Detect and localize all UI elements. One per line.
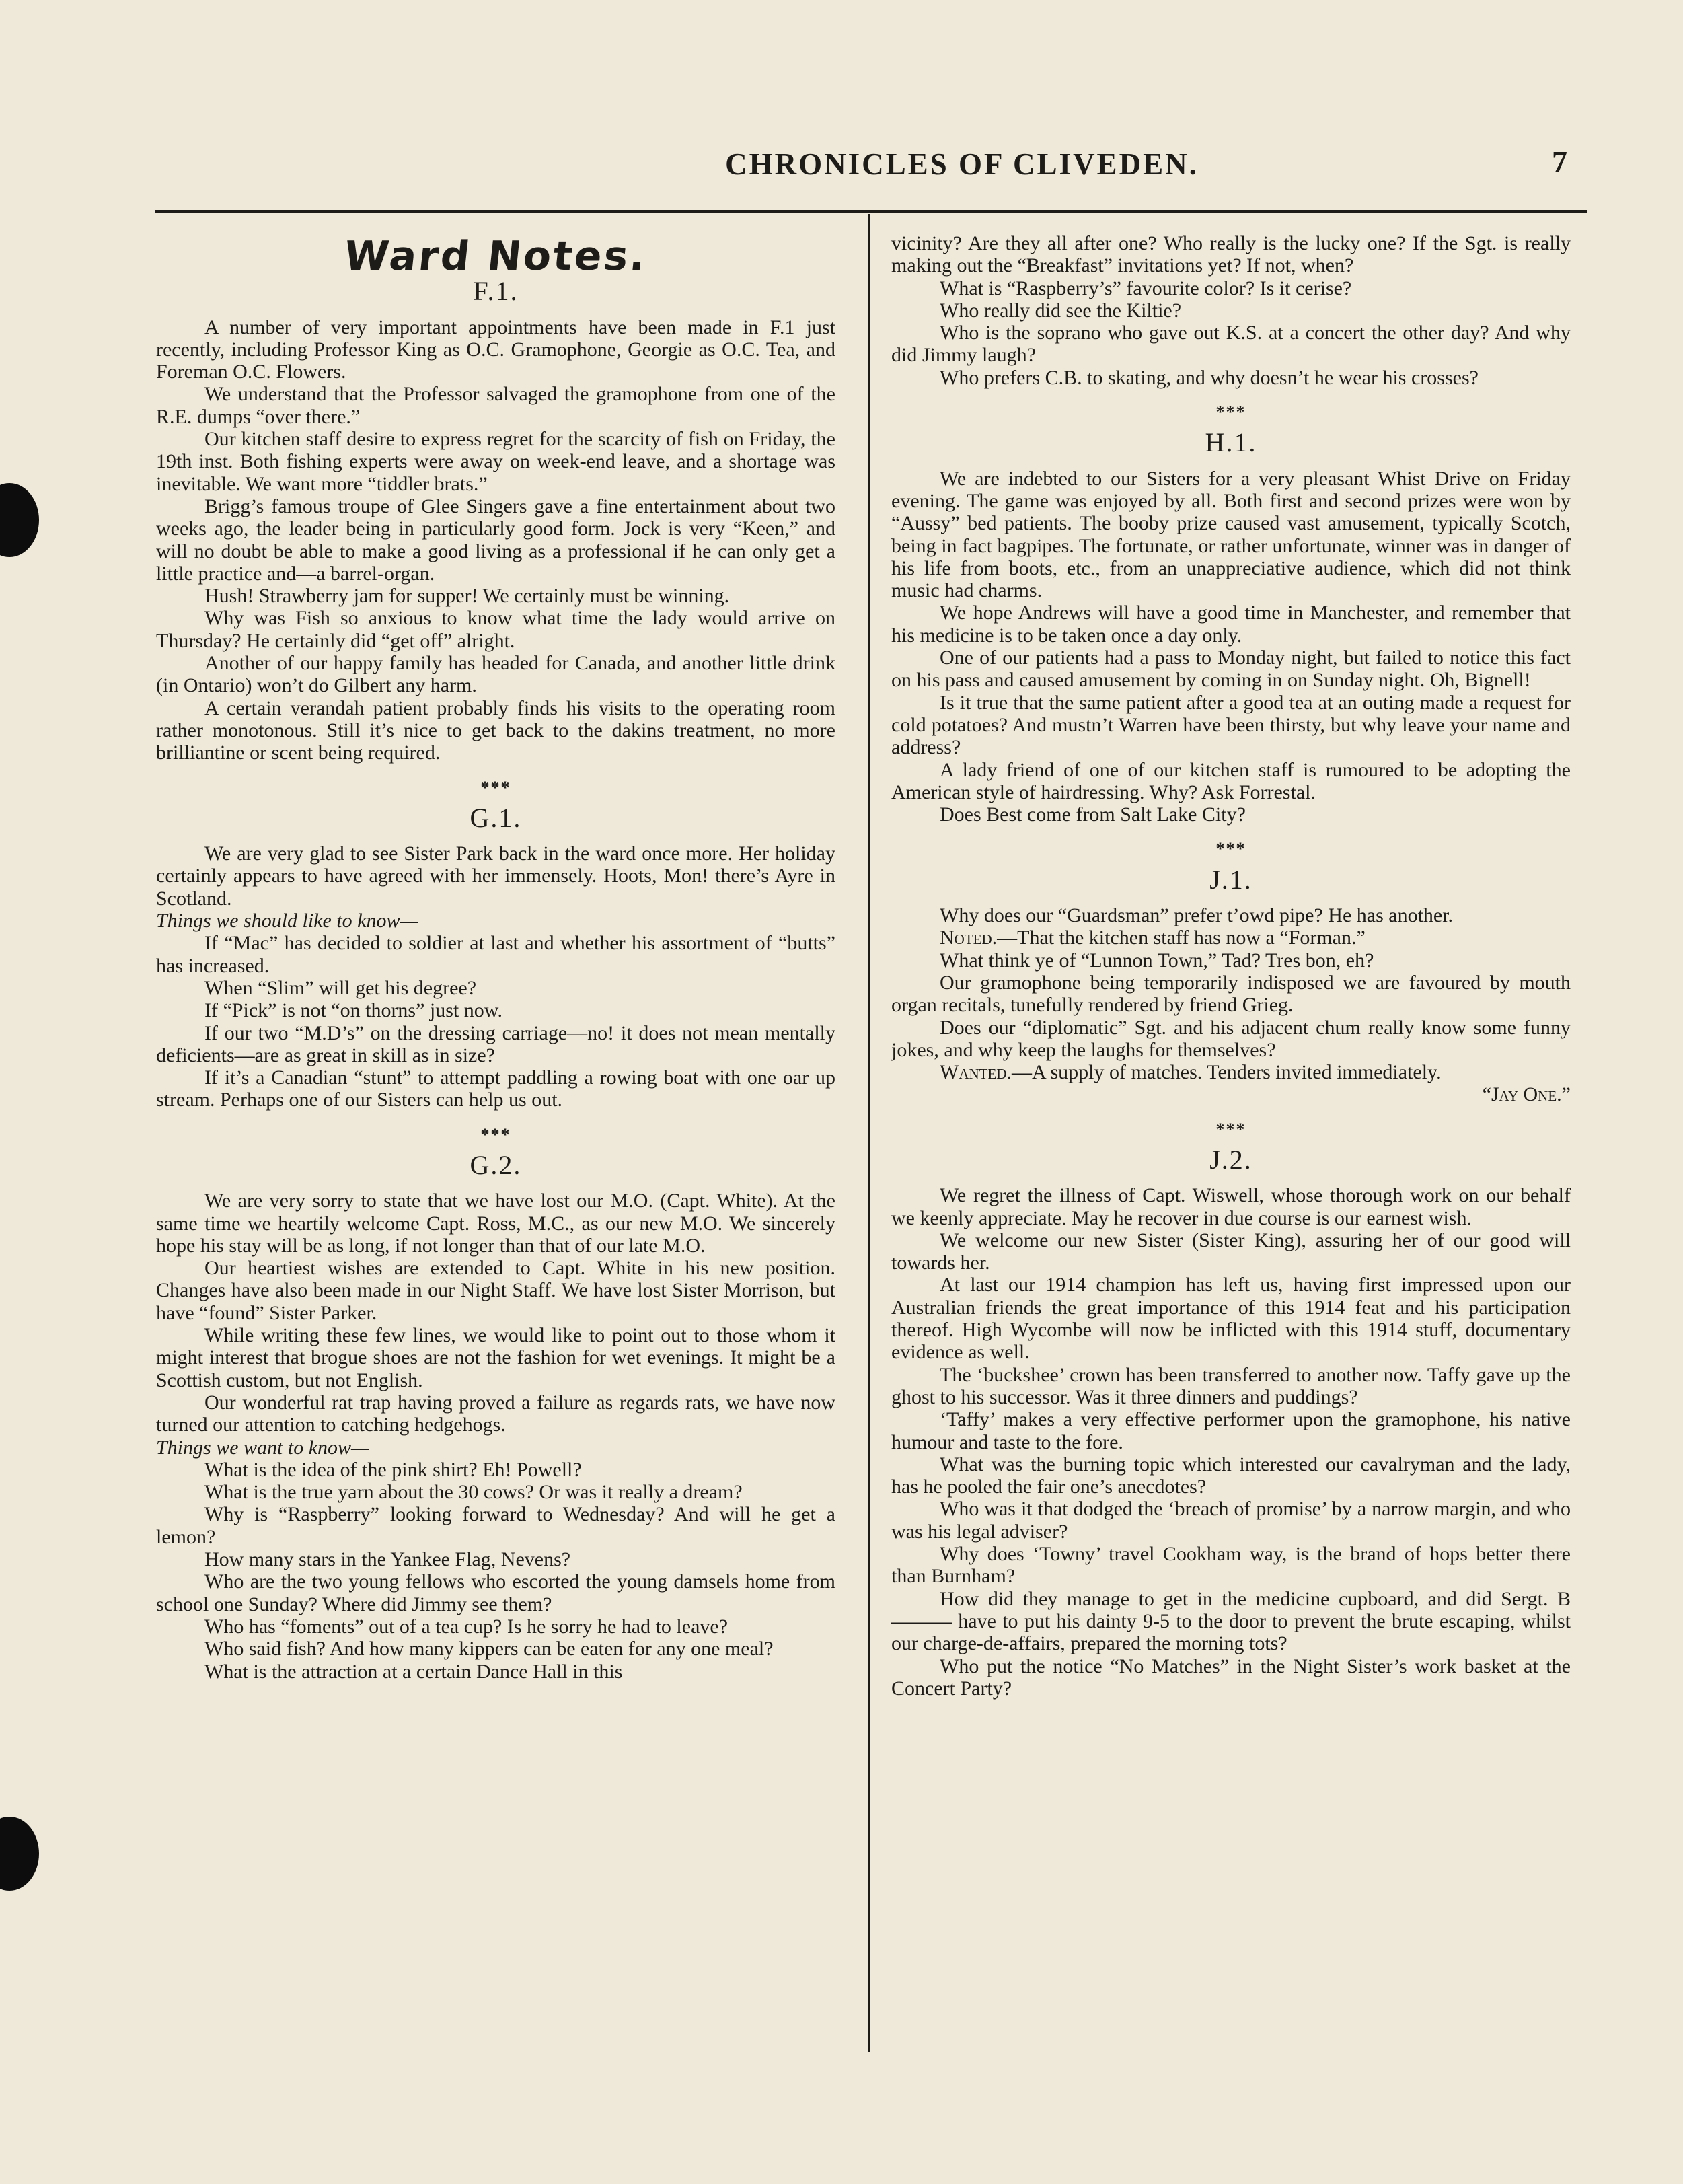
- question-item: What is the true yarn about the 30 cows? Or was it really a dream?: [204, 1481, 743, 1504]
- paragraph: Hush! Strawberry jam for supper! We certainly must be winning.: [204, 585, 730, 608]
- paragraph: Who was it that dodged the ‘breach of promise’ by a narrow margin, and who was his legal adviser?: [891, 1498, 1571, 1543]
- paragraph: Why does ‘Towny’ travel Cookham way, is the brand of hops better there than Burnham?: [891, 1543, 1571, 1588]
- paragraph: What was the burning topic which interested our cavalryman and the lady, has he pooled the fair one’s anecdotes?: [891, 1453, 1571, 1498]
- question-item: If it’s a Canadian “stunt” to attempt paddling a rowing boat with one oar up stream. Perhaps one of our Sisters can help us out.: [156, 1066, 835, 1112]
- paragraph: We are very sorry to state that we have lost our M.O. (Capt. White). At the same time we heartily welcome Capt. Ross, M.C., as our new M.O. We sincerely hope his stay will be as long, if not longer than that of our late M.O.: [156, 1190, 835, 1257]
- paragraph: Our wonderful rat trap having proved a failure as regards rats, we have now turned our attention to catching hedgehogs.: [156, 1391, 835, 1436]
- question-item: Who are the two young fellows who escorted the young damsels home from school one Sunday? Where did Jimmy see them?: [156, 1570, 835, 1615]
- question-item: If our two “M.D’s” on the dressing carriage—no! it does not mean mentally deficients—are as great in skill as in size?: [156, 1021, 835, 1066]
- wanted-text: —A supply of matches. Tenders invited immediately.: [1011, 1061, 1442, 1084]
- header-rule: [155, 210, 1587, 213]
- paragraph: A lady friend of one of our kitchen staff is rumoured to be adopting the American style of hairdressing. Why? Ask Forrestal.: [891, 758, 1571, 803]
- running-title: CHRONICLES OF CLIVEDEN.: [725, 147, 1199, 181]
- paragraph: Is it true that the same patient after a good tea at an outing made a request for cold potatoes? And mustn’t Warren have been thirsty, but why leave your name and address?: [891, 691, 1571, 759]
- wanted-paragraph: [891, 1061, 1571, 1083]
- ward-heading-g1: G.1.: [470, 802, 522, 833]
- ward-heading-j1: J.1.: [1209, 864, 1252, 895]
- paragraph: Does Best come from Salt Lake City?: [940, 803, 1246, 826]
- column-rule: [868, 214, 870, 2052]
- right-column: [891, 232, 1571, 1700]
- question-item: What is “Raspberry’s” favourite color? Is it cerise?: [940, 277, 1352, 299]
- question-item: How many stars in the Yankee Flag, Nevens?: [204, 1548, 571, 1571]
- paragraph: Another of our happy family has headed for Canada, and another little drink (in Ontario) won’t do Gilbert any harm.: [156, 652, 835, 697]
- paragraph: A number of very important appointments have been made in F.1 just recently, including Professor King as O.C. Gramophone, Georgie as O.C. Tea, and Foreman O.C. Flowers.: [156, 316, 835, 384]
- paragraph: ‘Taffy’ makes a very effective performer upon the gramophone, his native humour and taste to the fore.: [891, 1408, 1571, 1453]
- question-item: Why is “Raspberry” looking forward to Wednesday? And will he get a lemon?: [156, 1503, 835, 1548]
- section-divider: ***: [1216, 1119, 1246, 1139]
- paragraph: We are very glad to see Sister Park back in the ward once more. Her holiday certainly appears to have agreed with her immensely. Hoots, Mon! there’s Ayre in Scotland.: [156, 842, 835, 910]
- paragraph: We understand that the Professor salvaged the gramophone from one of the R.E. dumps “over there.”: [156, 383, 835, 428]
- ward-heading-f1: F.1.: [473, 276, 519, 307]
- section-headline: Ward Notes.: [342, 233, 650, 280]
- paragraph: At last our 1914 champion has left us, having first impressed upon our Australian friends the great importance of this 1914 feat and his participation thereof. High Wycombe will now be inflicted with this 1914 stuff, documentary evidence as well.: [891, 1274, 1571, 1364]
- page-number: 7: [1552, 145, 1567, 179]
- paragraph: We welcome our new Sister (Sister King), assuring her of our good will towards her.: [891, 1229, 1571, 1274]
- paragraph: Our gramophone being temporarily indisposed we are favoured by mouth organ recitals, tunefully rendered by friend Grieg.: [891, 971, 1571, 1017]
- punch-hole-bottom: [0, 1817, 39, 1891]
- subheading: Things we want to know—: [156, 1436, 369, 1459]
- noted-paragraph: [891, 926, 1571, 949]
- ward-heading-j2: J.2.: [1209, 1144, 1252, 1175]
- left-column: [156, 232, 835, 1683]
- question-item: Who said fish? And how many kippers can be eaten for any one meal?: [204, 1638, 774, 1661]
- section-divider: ***: [480, 1124, 511, 1144]
- ward-heading-g2: G.2.: [470, 1149, 522, 1180]
- noted-text: —That the kitchen staff has now a “Forman.”: [997, 926, 1366, 949]
- paragraph: Why does our “Guardsman” prefer t’owd pipe? He has another.: [940, 904, 1454, 927]
- ward-heading-h1: H.1.: [1205, 427, 1257, 458]
- paragraph: Why was Fish so anxious to know what time the lady would arrive on Thursday? He certainly did “get off” alright.: [156, 607, 835, 652]
- paragraph: How did they manage to get in the medicine cupboard, and did Sergt. B——— have to put his dainty 9-5 to the door to prevent the brute escaping, whilst our charge-de-affairs, prepared the morning tots?: [891, 1587, 1571, 1655]
- continued-paragraph: vicinity? Are they all after one? Who really is the lucky one? If the Sgt. is really making out the “Breakfast” invitations yet? If not, when?: [891, 232, 1571, 277]
- section-divider: ***: [1216, 839, 1246, 859]
- question-item: If “Pick” is not “on thorns” just now.: [204, 999, 502, 1022]
- paragraph: A certain verandah patient probably finds his visits to the operating room rather monotonous. Still it’s nice to get back to the dakins treatment, no more brilliantine or scent being required.: [156, 696, 835, 764]
- paragraph: We hope Andrews will have a good time in Manchester, and remember that his medicine is to be taken once a day only.: [891, 602, 1571, 647]
- question-item: Who really did see the Kiltie?: [940, 299, 1182, 322]
- paragraph: Brigg’s famous troupe of Glee Singers gave a fine entertainment about two weeks ago, the leader being in particularly good form. Jock is very “Keen,” and will no doubt be able to make a good living as a professional if he can only get a little practice and—a barrel-organ.: [156, 495, 835, 585]
- paragraph: One of our patients had a pass to Monday night, but failed to notice this fact on his pass and caused amusement by coming in on Sunday night. Oh, Bignell!: [891, 647, 1571, 692]
- punch-hole-top: [0, 483, 39, 557]
- paragraph: Our kitchen staff desire to express regret for the scarcity of fish on Friday, the 19th inst. Both fishing experts were away on week-end leave, and a shortage was inevitable. We want more “tiddler brats.”: [156, 428, 835, 495]
- wanted-label: Wanted.: [940, 1061, 1012, 1084]
- question-item: What is the idea of the pink shirt? Eh! Powell?: [204, 1458, 582, 1481]
- paragraph: We regret the illness of Capt. Wiswell, whose thorough work on our behalf we keenly appreciate. May he recover in due course is our earnest wish.: [891, 1184, 1571, 1229]
- question-item: What is the attraction at a certain Dance Hall in this: [204, 1660, 623, 1683]
- question-item: If “Mac” has decided to soldier at last and whether his assortment of “butts” has increased.: [156, 932, 835, 977]
- paragraph: We are indebted to our Sisters for a very pleasant Whist Drive on Friday evening. The game was enjoyed by all. Both first and second prizes were won by “Aussy” bed patients. The booby prize caused vast amusement, typically Scotch, being in fact bagpipes. The fortunate, or rather unfortunate, winner was in danger of his life from boots, etc., from an unappreciative audience, which did not think music had charms.: [891, 467, 1571, 602]
- paragraph: Does our “diplomatic” Sgt. and his adjacent chum really know some funny jokes, and why keep the laughs for themselves?: [891, 1016, 1571, 1061]
- noted-label: Noted.: [940, 926, 998, 949]
- subheading: Things we should like to know—: [156, 910, 418, 933]
- question-item: When “Slim” will get his degree?: [204, 976, 477, 999]
- question-item: Who has “foments” out of a tea cup? Is he sorry he had to leave?: [204, 1615, 728, 1638]
- section-divider: ***: [1216, 402, 1246, 423]
- paragraph: What think ye of “Lunnon Town,” Tad? Tres bon, eh?: [940, 949, 1374, 972]
- signature: “Jay One.”: [1482, 1083, 1571, 1106]
- paragraph: While writing these few lines, we would like to point out to those whom it might interest that brogue shoes are not the fashion for wet evenings. It might be a Scottish custom, but not English.: [156, 1324, 835, 1391]
- page-header: [155, 147, 1587, 194]
- question-item: Who is the soprano who gave out K.S. at a concert the other day? And why did Jimmy laugh?: [891, 322, 1571, 367]
- paragraph: The ‘buckshee’ crown has been transferred to another now. Taffy gave up the ghost to his successor. Was it three dinners and puddings?: [891, 1363, 1571, 1408]
- question-item: Who prefers C.B. to skating, and why doesn’t he wear his crosses?: [940, 366, 1479, 389]
- paragraph: Our heartiest wishes are extended to Capt. White in his new position. Changes have also been made in our Night Staff. We have lost Sister Morrison, but have “found” Sister Parker.: [156, 1257, 835, 1324]
- paragraph: Who put the notice “No Matches” in the Night Sister’s work basket at the Concert Party?: [891, 1654, 1571, 1700]
- section-divider: ***: [480, 777, 511, 797]
